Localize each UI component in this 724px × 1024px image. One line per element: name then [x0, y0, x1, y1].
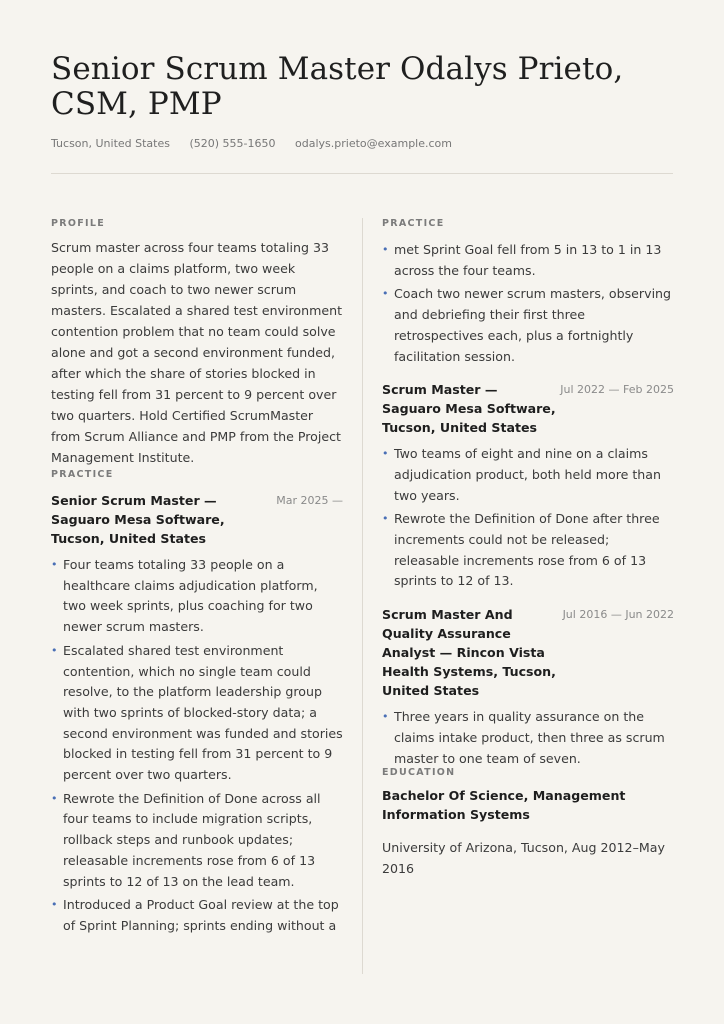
job-title: Scrum Master — Saguaro Mesa Software, Tucson, United States — [382, 382, 556, 436]
location: Tucson, United States — [51, 137, 170, 150]
job-bullets — [382, 707, 674, 769]
practice-heading-continued: PRACTICE — [382, 218, 445, 229]
bullet: • Escalated shared test environment contention, which no single team could resolve, to the platform leadership group with two sprints of blocked-story data; a second environment was funded and stories blocked in testing fell from 31 percent to 9 percent over two quarters. — [51, 641, 343, 786]
bullet: • Rewrote the Definition of Done across all four teams to include migration scripts, rollback steps and runbook updates; releasable increments rose from 6 of 13 sprints to 12 of 13 on the lead team. — [51, 789, 343, 893]
bullet: • Three years in quality assurance on the claims intake product, then three as scrum master to one team of seven. — [382, 707, 674, 769]
bullet: • Four teams totaling 33 people on a healthcare claims adjudication platform, two week sprints, plus coaching for two newer scrum masters. — [51, 555, 343, 638]
job-dates: Mar 2025 — — [276, 494, 343, 507]
profile-text: Scrum master across four teams totaling 33 people on a claims platform, two week sprints, and coach to two newer scrum masters. Escalated a shared test environment contention problem that no team could solve alone and got a second environment funded, after which the share of stories blocked in testing fell from 31 percent to 9 percent over two quarters. Hold Certified ScrumMaster from Scrum Alliance and PMP from the Project Management Institute. — [51, 240, 343, 465]
contact-line — [51, 137, 468, 150]
bullet: • Coach two newer scrum masters, observing and debriefing their first three retrospectives each, plus a fortnightly facilitation session. — [382, 284, 674, 367]
phone: (520) 555-1650 — [189, 137, 276, 150]
bullet: • met Sprint Goal fell from 5 in 13 to 1 in 13 across the four teams. — [382, 240, 674, 281]
job-dates: Jul 2016 — Jun 2022 — [562, 608, 674, 622]
bullet: • Introduced a Product Goal review at the top of Sprint Planning; sprints ending without a — [51, 895, 343, 936]
job-title: Senior Scrum Master — Saguaro Mesa Software, Tucson, United States — [51, 493, 225, 546]
job-bullets — [51, 555, 343, 937]
profile-heading: PROFILE — [51, 218, 106, 229]
practice-heading: PRACTICE — [51, 469, 114, 480]
candidate-name: Senior Scrum Master Odalys Prieto, CSM, PMP — [51, 51, 624, 122]
job-header — [51, 491, 343, 548]
left-column — [51, 217, 343, 940]
continued-bullets — [382, 240, 674, 367]
header-divider — [51, 173, 673, 174]
job-header — [382, 380, 674, 437]
education-heading: EDUCATION — [382, 767, 456, 779]
column-divider — [362, 218, 363, 974]
education-degree: Bachelor Of Science, Management Information Systems — [382, 788, 626, 823]
bullet: • Two teams of eight and nine on a claims adjudication product, both held more than two years. — [382, 444, 674, 506]
job-title: Scrum Master And Quality Assurance Analyst — Rincon Vista Health Systems, Tucson, United States — [382, 607, 556, 699]
job-dates: Jul 2022 — Feb 2025 — [560, 383, 674, 397]
job-header — [382, 605, 674, 700]
bullet: • Rewrote the Definition of Done after three increments could not be released; releasable increments rose from 6 of 13 sprints to 12 of 13. — [382, 509, 674, 592]
email: odalys.prieto@example.com — [295, 137, 452, 150]
education-meta: University of Arizona, Tucson, Aug 2012–May 2016 — [382, 840, 665, 877]
job-bullets — [382, 444, 674, 592]
right-column — [382, 217, 674, 879]
